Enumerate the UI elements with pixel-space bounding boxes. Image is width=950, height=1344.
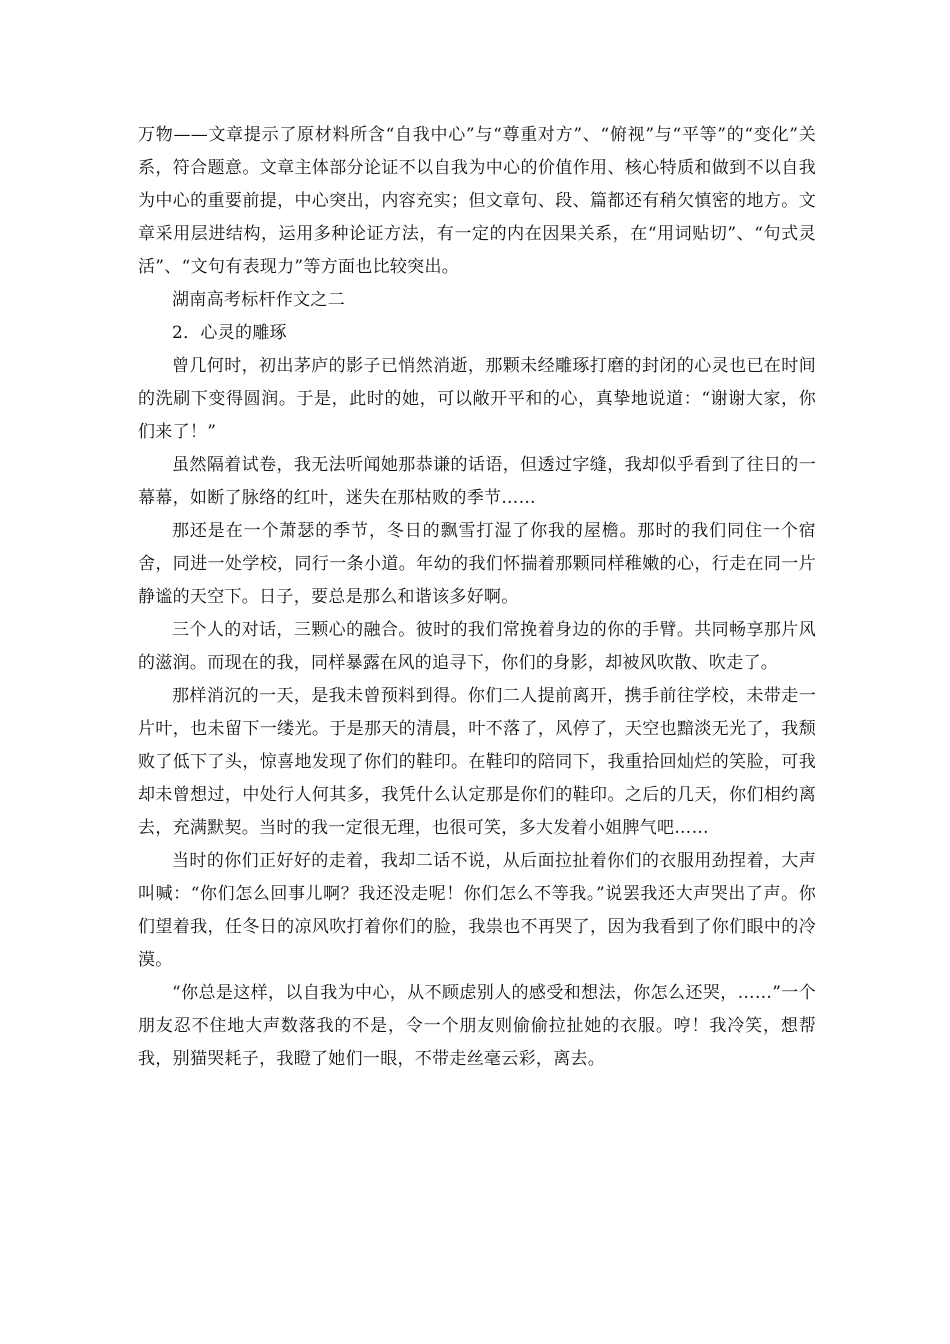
essay-paragraph: 曾几何时，初出茅庐的影子已悄然消逝，那颗未经雕琢打磨的封闭的心灵也已在时间的洗刷下变得圆润。于是，此时的她，可以敞开平和的心，真挚地说道：“谢谢大家，你们来了！” [138, 356, 816, 442]
commentary-paragraph: 万物——文章提示了原材料所含“自我中心”与“尊重对方”、“俯视”与“平等”的“变化”关系，符合题意。文章主体部分论证不以自我为中心的价值作用、核心特质和做到不以自我为中心的重要前提，中心突出，内容充实；但文章句、段、篇都还有稍欠慎密的地方。文章采用层进结构，运用多种论证方法，有一定的内在因果关系，在“用词贴切”、“句式灵活”、“文句有表现力”等方面也比较突出。 [138, 125, 816, 277]
essay-paragraph: 那样消沉的一天，是我未曾预料到得。你们二人提前离开，携手前往学校，未带走一片叶，也未留下一缕光。于是那天的清晨，叶不落了，风停了，天空也黯淡无光了，我颓败了低下了头，惊喜地发现了你们的鞋印。在鞋印的陪同下，我重拾回灿烂的笑脸，可我却未曾想过，中处行人何其多，我凭什么认定那是你们的鞋印。之后的几天，你们相约离去，充满默契。当时的我一定很无理，也很可笑，多大发着小姐脾气吧…… [138, 686, 816, 838]
essay-paragraph: “你总是这样，以自我为中心，从不顾虑别人的感受和想法，你怎么还哭，……”一个朋友忍不住地大声数落我的不是，令一个朋友则偷偷拉扯她的衣服。哼！我冷笑，想帮我，别猫哭耗子，我瞪了她们一眼，不带走丝毫云彩，离去。 [138, 983, 816, 1069]
essay-paragraph: 虽然隔着试卷，我无法听闻她那恭谦的话语，但透过字缝，我却似乎看到了往日的一幕幕，如断了脉络的红叶，迷失在那枯败的季节…… [138, 455, 816, 508]
essay-paragraph: 当时的你们正好好的走着，我却二话不说，从后面拉扯着你们的衣服用劲捏着，大声叫喊：“你们怎么回事儿啊？我还没走呢！你们怎么不等我。”说罢我还大声哭出了声。你们望着我，任冬日的凉风吹打着你们的脸，我祟也不再哭了，因为我看到了你们眼中的冷漠。 [138, 851, 816, 970]
document-page [138, 119, 816, 1076]
essay-paragraph: 三个人的对话，三颗心的融合。彼时的我们常挽着身边的你的手臂。共同畅享那片风的滋润。而现在的我，同样暴露在风的追寻下，你们的身影，却被风吹散、吹走了。 [138, 620, 816, 673]
section-heading: 湖南高考标杆作文之二 [172, 290, 345, 310]
essay-title: 2．心灵的雕琢 [172, 323, 287, 343]
essay-paragraph: 那还是在一个萧瑟的季节，冬日的飘雪打湿了你我的屋檐。那时的我们同住一个宿舍，同进一处学校，同行一条小道。年幼的我们怀揣着那颗同样稚嫩的心，行走在同一片静谧的天空下。日子，要总是那么和谐该多好啊。 [138, 521, 816, 607]
